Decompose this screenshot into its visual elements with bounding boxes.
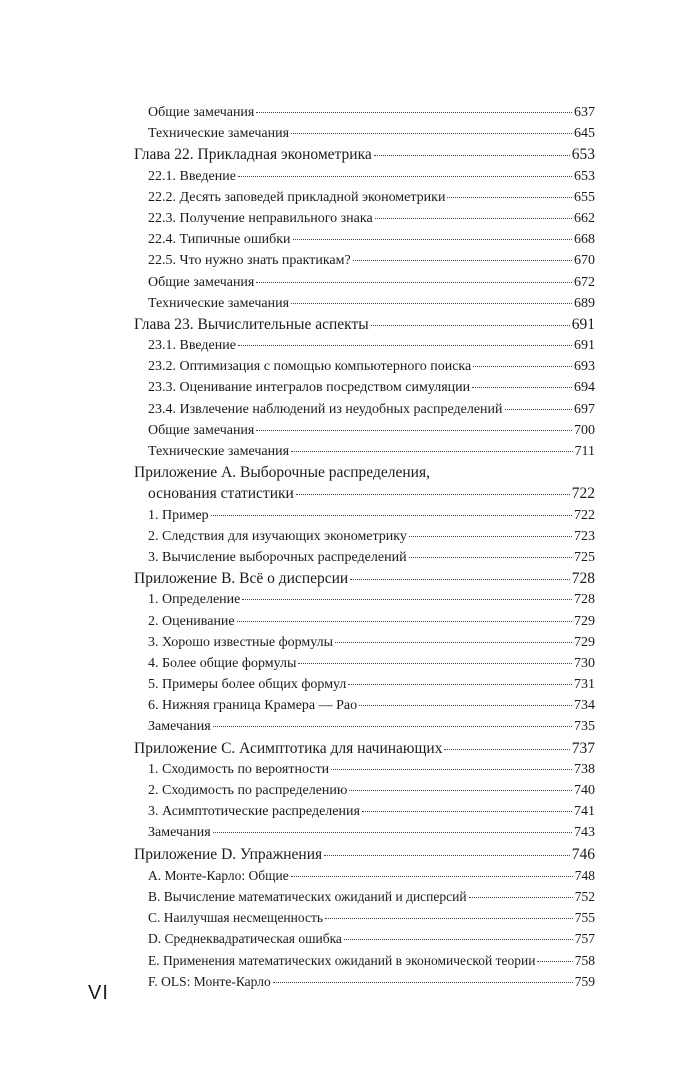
toc-entry-title: 4. Более общие формулы xyxy=(148,655,297,671)
toc-entry-title: 3. Асимптотические распределения xyxy=(148,804,360,820)
toc-entry-page: 755 xyxy=(574,910,595,926)
toc-entry-page: 668 xyxy=(574,232,595,248)
toc-entry xyxy=(134,801,595,822)
toc-entry xyxy=(134,568,595,589)
toc-entry-page: 737 xyxy=(571,739,595,757)
dot-leader xyxy=(291,133,572,134)
dot-leader xyxy=(348,684,572,685)
toc-entry-page: 697 xyxy=(574,401,595,417)
toc-entry-title: Замечания xyxy=(148,825,211,841)
toc-entry xyxy=(134,377,595,398)
toc-entry xyxy=(134,971,595,992)
toc-entry-page: 725 xyxy=(574,549,595,565)
dot-leader xyxy=(256,282,572,283)
toc-entry xyxy=(134,229,595,250)
toc-entry-title: Технические замечания xyxy=(148,126,290,142)
toc-entry-title: 1. Пример xyxy=(148,507,209,523)
toc-entry-title: 22.1. Введение xyxy=(148,168,236,184)
dot-leader xyxy=(211,515,572,516)
dot-leader xyxy=(256,112,572,113)
toc-entry xyxy=(134,716,595,737)
page-number: VI xyxy=(88,982,109,1004)
dot-leader xyxy=(472,387,572,388)
toc-entry-title: 23.3. Оценивание интегралов посредством симуляции xyxy=(148,380,471,396)
toc-entry-page: 722 xyxy=(574,507,595,523)
toc-entry-page: 741 xyxy=(574,804,595,820)
dot-leader xyxy=(293,239,572,240)
dot-leader xyxy=(469,897,573,898)
toc-entry-page: 691 xyxy=(574,338,595,354)
toc-entry-page: 759 xyxy=(574,973,595,989)
toc-entry xyxy=(134,907,595,928)
toc-entry-page: 752 xyxy=(574,888,595,904)
dot-leader xyxy=(344,939,573,940)
toc-entry-page: 691 xyxy=(571,315,595,333)
toc-entry-title: Приложение B. Всё о дисперсии xyxy=(134,570,349,588)
dot-leader xyxy=(291,876,573,877)
toc-entry-title: Глава 23. Вычислительные аспекты xyxy=(134,315,369,333)
toc-entry-title: D. Среднеквадратическая ошибка xyxy=(148,931,342,947)
toc-entry xyxy=(134,335,595,356)
dot-leader xyxy=(238,176,572,177)
dot-leader xyxy=(331,769,572,770)
toc-entry-title: E. Применения математических ожиданий в экономической теории xyxy=(148,952,536,968)
toc-entry xyxy=(134,399,595,420)
table-of-contents xyxy=(134,102,595,992)
toc-entry xyxy=(134,293,595,314)
dot-leader xyxy=(362,811,572,812)
toc-entry xyxy=(134,547,595,568)
dot-leader xyxy=(291,451,573,452)
toc-entry-title: 2. Следствия для изучающих эконометрику xyxy=(148,528,407,544)
toc-entry-page: 748 xyxy=(574,867,595,883)
toc-entry-page: 735 xyxy=(574,719,595,735)
toc-entry xyxy=(134,441,595,462)
dot-leader xyxy=(473,366,572,367)
toc-entry-title: 6. Нижняя граница Крамера — Рао xyxy=(148,698,358,714)
dot-leader xyxy=(353,260,572,261)
toc-entry xyxy=(134,356,595,377)
toc-entry-page: 711 xyxy=(574,444,595,459)
toc-entry-page: 655 xyxy=(574,189,595,205)
toc-entry-title: Приложение C. Асимптотика для начинающих xyxy=(134,739,443,757)
toc-entry xyxy=(134,483,595,504)
toc-entry xyxy=(134,653,595,674)
toc-entry-page: 653 xyxy=(571,146,595,164)
dot-leader xyxy=(256,430,572,431)
toc-entry-title: Приложение D. Упражнения xyxy=(134,845,323,863)
toc-entry-page: 662 xyxy=(574,210,595,226)
toc-entry-title: 3. Хорошо известные формулы xyxy=(148,634,334,650)
toc-entry xyxy=(134,505,595,526)
toc-entry-title: F. OLS: Монте-Карло xyxy=(148,973,271,989)
dot-leader xyxy=(505,409,572,410)
dot-leader xyxy=(350,579,570,580)
toc-entry-title: Общие замечания xyxy=(148,422,255,438)
dot-leader xyxy=(374,155,570,156)
toc-entry-title: 3. Вычисление выборочных распределений xyxy=(148,549,407,565)
toc-entry-title: Общие замечания xyxy=(148,105,255,120)
toc-entry-page: 758 xyxy=(574,952,595,968)
dot-leader xyxy=(237,621,572,622)
toc-entry xyxy=(134,865,595,886)
dot-leader xyxy=(359,705,572,706)
toc-entry-title: Приложение A. Выборочные распределения, xyxy=(134,464,430,482)
toc-entry xyxy=(134,695,595,716)
dot-leader xyxy=(335,642,572,643)
toc-entry-title: A. Монте-Карло: Общие xyxy=(148,867,289,883)
toc-entry-page: 729 xyxy=(574,634,595,650)
toc-entry-page: 740 xyxy=(574,783,595,798)
toc-entry-title: 22.5. Что нужно знать практикам? xyxy=(148,253,351,269)
dot-leader xyxy=(325,918,573,919)
toc-entry xyxy=(134,314,595,335)
toc-entry-title: Общие замечания xyxy=(148,274,255,290)
toc-entry-page: 645 xyxy=(574,126,595,142)
toc-entry-page: 743 xyxy=(574,825,595,841)
toc-entry-page: 734 xyxy=(574,698,595,714)
dot-leader xyxy=(291,303,572,304)
toc-entry xyxy=(134,144,595,165)
toc-entry-title: 2. Оценивание xyxy=(148,613,235,629)
dot-leader xyxy=(447,197,572,198)
dot-leader xyxy=(273,982,573,983)
dot-leader xyxy=(444,749,569,750)
toc-entry-title: Замечания xyxy=(148,719,211,735)
toc-entry xyxy=(134,420,595,441)
dot-leader xyxy=(371,325,570,326)
toc-entry-page: 746 xyxy=(571,845,595,863)
dot-leader xyxy=(409,536,572,537)
toc-entry-title: основания статистики xyxy=(148,485,294,503)
toc-entry-page: 730 xyxy=(574,655,595,671)
dot-leader xyxy=(242,599,572,600)
toc-entry-page: 700 xyxy=(574,422,595,438)
toc-entry-page: 693 xyxy=(574,359,595,375)
toc-entry-title: 5. Примеры более общих формул xyxy=(148,677,347,693)
toc-entry-page: 738 xyxy=(574,761,595,777)
toc-entry-page: 672 xyxy=(574,274,595,290)
toc-entry-page: 729 xyxy=(574,613,595,629)
dot-leader xyxy=(213,726,572,727)
toc-entry-title: 23.1. Введение xyxy=(148,338,236,354)
dot-leader xyxy=(213,832,572,833)
dot-leader xyxy=(238,345,572,346)
toc-entry-page: 694 xyxy=(574,380,595,396)
toc-entry xyxy=(134,166,595,187)
toc-entry xyxy=(134,250,595,271)
toc-entry-title: Глава 22. Прикладная эконометрика xyxy=(134,146,372,164)
toc-entry-page: 722 xyxy=(571,485,595,503)
toc-entry xyxy=(134,950,595,971)
toc-entry xyxy=(134,674,595,695)
toc-entry xyxy=(134,462,595,483)
toc-entry xyxy=(134,611,595,632)
dot-leader xyxy=(537,961,572,962)
toc-entry-page: 637 xyxy=(574,105,595,120)
toc-entry-page: 731 xyxy=(574,677,595,693)
toc-entry-title: B. Вычисление математических ожиданий и дисперсий xyxy=(148,888,467,904)
toc-entry xyxy=(134,822,595,843)
dot-leader xyxy=(296,494,570,495)
toc-entry-title: Технические замечания xyxy=(148,444,290,459)
toc-entry xyxy=(134,759,595,780)
toc-entry-page: 670 xyxy=(574,253,595,269)
dot-leader xyxy=(409,557,572,558)
toc-entry-page: 653 xyxy=(574,168,595,184)
toc-entry xyxy=(134,886,595,907)
toc-entry-title: 23.4. Извлечение наблюдений из неудобных распределений xyxy=(148,401,503,417)
toc-entry xyxy=(134,123,595,144)
toc-entry-title: 1. Сходимость по вероятности xyxy=(148,761,330,777)
toc-entry-page: 728 xyxy=(574,592,595,608)
toc-entry-title: 22.4. Типичные ошибки xyxy=(148,232,291,248)
dot-leader xyxy=(349,790,572,791)
toc-entry-page: 689 xyxy=(574,295,595,311)
toc-entry-title: 23.2. Оптимизация с помощью компьютерного поиска xyxy=(148,359,472,375)
toc-entry xyxy=(134,780,595,801)
toc-entry-page: 757 xyxy=(574,931,595,947)
toc-entry-title: 1. Определение xyxy=(148,592,241,608)
toc-entry xyxy=(134,844,595,865)
dot-leader xyxy=(375,218,572,219)
toc-entry-title: 22.3. Получение неправильного знака xyxy=(148,210,373,226)
toc-entry xyxy=(134,526,595,547)
toc-entry xyxy=(134,738,595,759)
toc-entry xyxy=(134,589,595,610)
toc-entry xyxy=(134,187,595,208)
toc-entry-title: 2. Сходимость по распределению xyxy=(148,783,348,798)
toc-entry xyxy=(134,928,595,949)
toc-entry-title: C. Наилучшая несмещенность xyxy=(148,910,324,926)
toc-entry xyxy=(134,272,595,293)
dot-leader xyxy=(324,855,570,856)
toc-entry-page: 728 xyxy=(571,570,595,588)
toc-entry xyxy=(134,632,595,653)
toc-entry xyxy=(134,102,595,123)
toc-entry-page: 723 xyxy=(574,528,595,544)
toc-entry xyxy=(134,208,595,229)
toc-entry-title: Технические замечания xyxy=(148,295,290,311)
dot-leader xyxy=(298,663,572,664)
toc-entry-title: 22.2. Десять заповедей прикладной эконометрики xyxy=(148,189,446,205)
